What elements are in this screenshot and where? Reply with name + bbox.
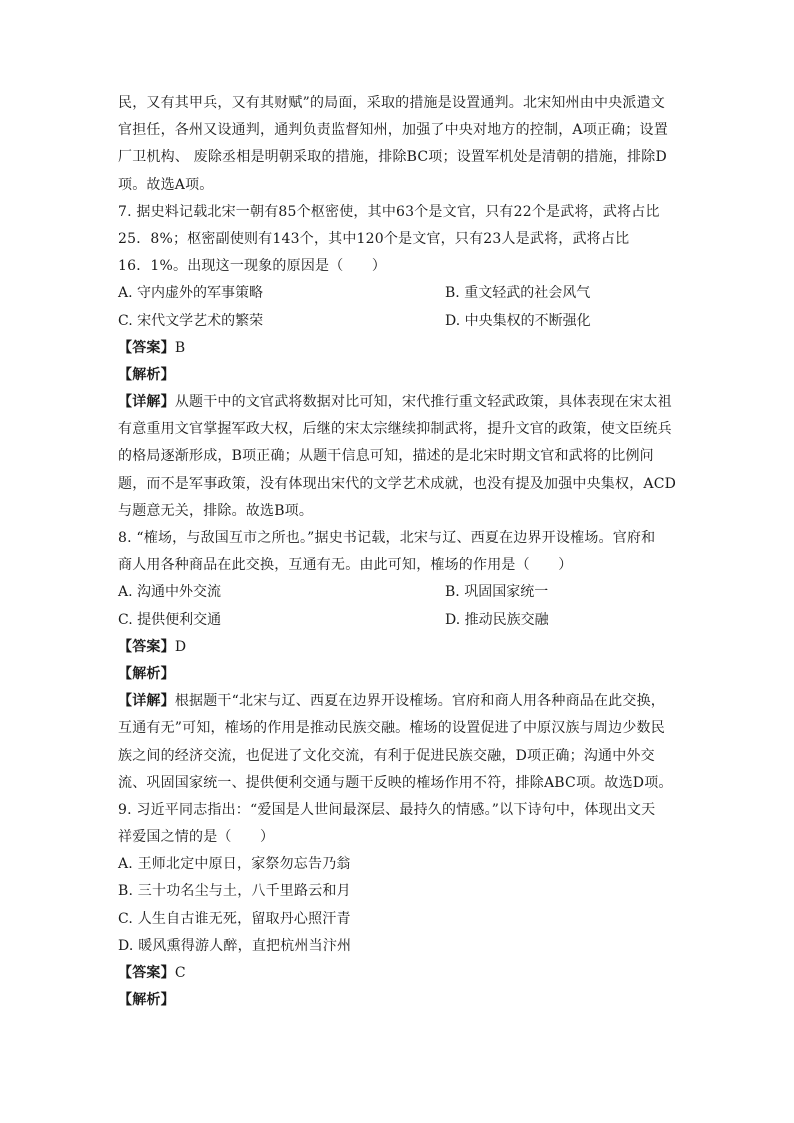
question-8-stem: 商人用各种商品在此交换，互通有无。由此可知，榷场的作用是（ ） xyxy=(118,557,573,574)
answer-tag: 【答案】 xyxy=(118,965,175,981)
answer-line xyxy=(118,335,678,362)
option-a: A. 王师北定中原日，家祭勿忘告乃翁 xyxy=(118,856,351,873)
detail-line: 互通有无”可知，榷场的作用是推动民族交融。榷场的设置促进了中原汉族与周边少数民 xyxy=(118,720,665,737)
detail-text: 从题干中的文官武将数据对比可知，宋代推行重文轻武政策，具体表现在宋太祖 xyxy=(174,394,672,411)
answer-tag: 【答案】 xyxy=(118,638,175,655)
detail-line: 族之间的经济交流，也促进了文化交流，有利于促进民族交融，D项正确；沟通中外交 xyxy=(118,747,655,764)
option-b: B. 巩固国家统一 xyxy=(445,584,549,601)
question-9-stem: 9. 习近平同志指出：“爱国是人世间最深层、最持久的情感。”以下诗句中，体现出文天 xyxy=(118,801,656,818)
question-7-options-row xyxy=(118,308,678,335)
answer-value: C xyxy=(174,965,186,981)
detail-tag: 【详解】 xyxy=(118,394,175,411)
detail-line: 流、巩固国家统一、提供便利交通与题干反映的榷场作用不符，排除ABC项。故选D项。 xyxy=(118,774,673,791)
question-9-stem: 祥爱国之情的是（ ） xyxy=(118,829,275,846)
detail-text: 根据题干“北宋与辽、西夏在边界开设榷场。官府和商人用各种商品在此交换， xyxy=(174,693,665,710)
analysis-tag: 【解析】 xyxy=(118,366,175,383)
question-7-stem: 16．1%。出现这一现象的原因是（ ） xyxy=(118,258,387,275)
analysis-tag: 【解析】 xyxy=(118,992,175,1009)
text-line: 厂卫机构、 废除丞相是明朝采取的措施，排除BC项；设置军机处是清朝的措施，排除D xyxy=(118,149,667,166)
detail-line: 题，而不是军事政策，没有体现出宋代的文学艺术成就，也没有提及加强中央集权，ACD xyxy=(118,475,677,492)
detail-line: 与题意无关，排除。故选B项。 xyxy=(118,502,314,519)
detail-line: 有意重用文官掌握军政大权，后继的宋太宗继续抑制武将，提升文官的政策，使文臣统兵 xyxy=(118,421,672,438)
answer-line xyxy=(118,960,678,987)
question-8-options-row xyxy=(118,607,678,634)
detail-line xyxy=(118,389,678,416)
analysis-tag: 【解析】 xyxy=(118,665,175,682)
option-a: A. 守内虚外的军事策略 xyxy=(118,285,264,302)
option-b: B. 三十功名尘与土，八千里路云和月 xyxy=(118,883,351,900)
detail-tag: 【详解】 xyxy=(118,693,175,710)
option-b: B. 重文轻武的社会风气 xyxy=(445,285,591,302)
document-content xyxy=(118,90,678,1014)
text-line: 官担任，各州又设通判，通判负责监督知州，加强了中央对地方的控制，A项正确；设置 xyxy=(118,122,668,139)
answer-value: B xyxy=(174,339,186,356)
option-d: D. 推动民族交融 xyxy=(445,611,549,628)
option-a: A. 沟通中外交流 xyxy=(118,584,222,601)
option-d: D. 中央集权的不断强化 xyxy=(445,312,591,329)
answer-line xyxy=(118,634,678,661)
question-7-options-row xyxy=(118,280,678,307)
option-c: C. 人生自古谁无死，留取丹心照汗青 xyxy=(118,910,351,927)
option-d: D. 暖风熏得游人醉，直把杭州当汴州 xyxy=(118,937,352,954)
answer-value: D xyxy=(174,638,187,655)
answer-tag: 【答案】 xyxy=(118,339,175,356)
question-8-stem: 8. “榷场，与敌国互市之所也。”据史书记载，北宋与辽、西夏在边界开设榷场。官府和 xyxy=(118,530,656,546)
option-c: C. 提供便利交通 xyxy=(118,611,222,628)
option-c: C. 宋代文学艺术的繁荣 xyxy=(118,312,264,329)
question-8-options-row xyxy=(118,579,678,606)
question-7-stem: 25．8%；枢密副使则有143个，其中120个是文官，只有23人是武将，武将占比 xyxy=(118,230,630,247)
text-line: 项。故选A项。 xyxy=(118,176,214,193)
detail-line xyxy=(118,688,678,715)
question-7-stem: 7. 据史料记载北宋一朝有85个枢密使，其中63个是文官，只有22个是武将，武将占比 xyxy=(118,203,660,220)
detail-line: 的格局逐渐形成，B项正确；从题干信息可知，描述的是北宋时期文官和武将的比例问 xyxy=(118,448,654,465)
text-line: 民，又有其甲兵，又有其财赋”的局面，采取的措施是设置通判。北宋知州由中央派遣文 xyxy=(118,95,665,111)
